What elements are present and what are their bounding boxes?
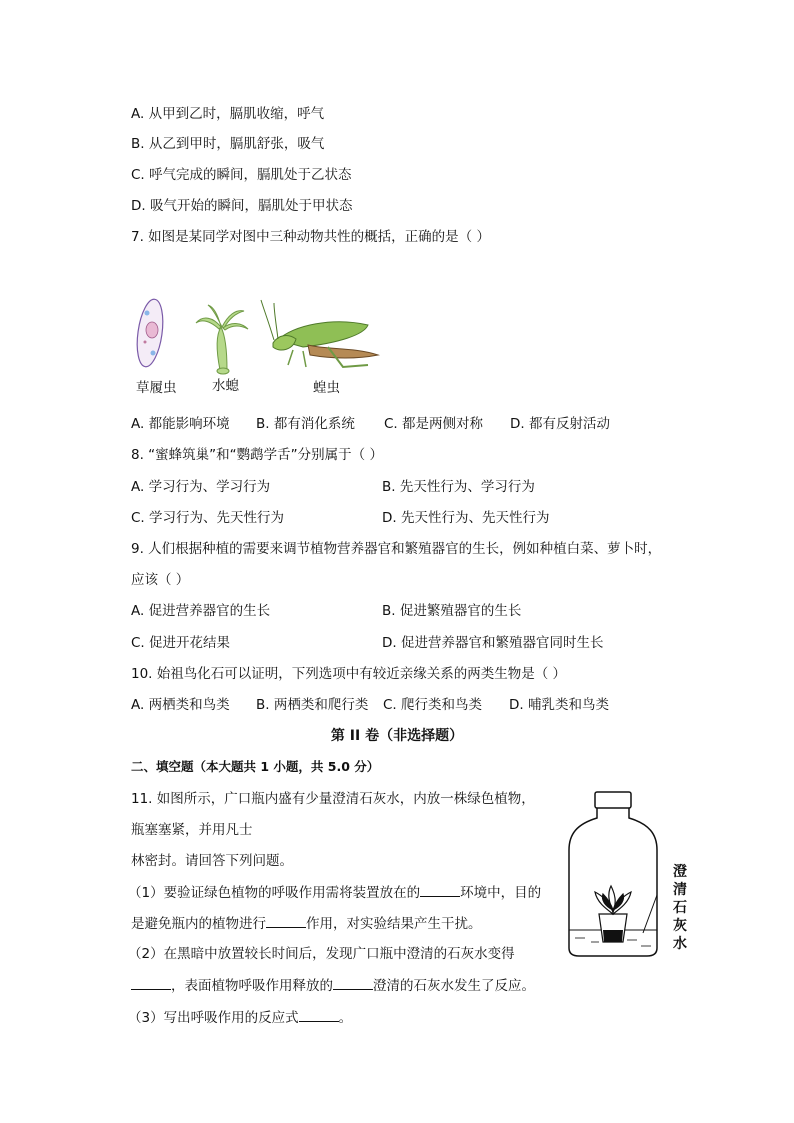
animals-illustration xyxy=(128,295,390,400)
q7-stem: 7. 如图是某同学对图中三种动物共性的概括，正确的是（ ） xyxy=(131,229,490,245)
q10-options xyxy=(131,695,609,715)
q11-line3: 林密封。请回答下列问题。 xyxy=(131,853,293,869)
grasshopper-image xyxy=(261,300,378,367)
q7-option-d: D. 都有反射活动 xyxy=(510,416,610,432)
q7-options xyxy=(131,414,610,434)
q9-option-c: C. 促进开花结果 xyxy=(131,635,231,651)
q11-sub2-line2 xyxy=(131,975,535,996)
q10-option-b: B. 两栖类和爬行类 xyxy=(256,697,369,713)
q9-stem-line1: 9. 人们根据种植的需要来调节植物营养器官和繁殖器官的生长，例如种植白菜、萝卜时， xyxy=(131,541,662,557)
label-char-1: 澄 xyxy=(673,864,687,880)
animal-label-hydra: 水螅 xyxy=(212,378,239,394)
q9-stem-line2: 应该（ ） xyxy=(131,572,190,588)
soil-shape xyxy=(603,930,623,942)
part2-title: 第 II 卷（非选择题） xyxy=(330,728,464,744)
q11-sub3-text-a: （3）写出呼吸作用的反应式 xyxy=(128,1010,299,1026)
q7-option-b: B. 都有消化系统 xyxy=(256,416,355,432)
q6-option-a: A. 从甲到乙时，膈肌收缩，呼气 xyxy=(131,106,325,122)
q11-jar-figure xyxy=(565,790,700,960)
q9-option-a: A. 促进营养器官的生长 xyxy=(131,603,271,619)
q11-line1: 11. 如图所示，广口瓶内盛有少量澄清石灰水，内放一株绿色植物， xyxy=(131,791,535,807)
label-char-2: 清 xyxy=(673,882,687,898)
q6-option-d: D. 吸气开始的瞬间，膈肌处于甲状态 xyxy=(131,198,353,214)
label-pointer xyxy=(643,895,657,933)
q6-option-c: C. 呼气完成的瞬间，膈肌处于乙状态 xyxy=(131,167,352,183)
q7-option-c: C. 都是两侧对称 xyxy=(384,416,484,432)
paramecium-image xyxy=(133,298,166,369)
q11-line2: 瓶塞塞紧，并用凡士 xyxy=(131,822,253,838)
q10-option-a: A. 两栖类和鸟类 xyxy=(131,697,230,713)
q8-stem: 8. “蜜蜂筑巢”和“鹦鹉学舌”分别属于（ ） xyxy=(131,447,383,463)
q11-sub2-line1: （2）在黑暗中放置较长时间后，发现广口瓶中澄清的石灰水变得 xyxy=(128,946,515,962)
q8-option-c: C. 学习行为、先天性行为 xyxy=(131,510,285,526)
q11-sub1-line1 xyxy=(128,882,541,903)
q11-blank-3[interactable] xyxy=(131,975,171,990)
q10-option-c: C. 爬行类和鸟类 xyxy=(383,697,483,713)
hydra-image xyxy=(196,305,248,374)
q11-blank-1[interactable] xyxy=(420,882,460,897)
label-char-3: 石 xyxy=(673,900,687,916)
q9-option-b: B. 促进繁殖器官的生长 xyxy=(382,603,522,619)
q10-stem: 10. 始祖鸟化石可以证明，下列选项中有较近亲缘关系的两类生物是（ ） xyxy=(131,666,567,682)
q11-sub2-text-c: 澄清的石灰水发生了反应。 xyxy=(373,978,535,994)
label-char-5: 水 xyxy=(673,936,687,952)
q11-sub1-text-a: （1）要验证绿色植物的呼吸作用需将装置放在的 xyxy=(128,885,421,901)
stopper-shape xyxy=(595,792,631,808)
q11-sub1-text-b: 环境中，目的 xyxy=(460,885,542,901)
q11-sub1-line2 xyxy=(131,913,482,934)
q7-animals-figure xyxy=(128,295,390,400)
q8-option-a: A. 学习行为、学习行为 xyxy=(131,479,271,495)
q6-option-b: B. 从乙到甲时，膈肌舒张，吸气 xyxy=(131,136,325,152)
jar-illustration xyxy=(565,790,700,960)
q8-option-b: B. 先天性行为、学习行为 xyxy=(382,479,535,495)
q11-sub2-text-b: ，表面植物呼吸作用释放的 xyxy=(171,978,333,994)
q11-blank-5[interactable] xyxy=(299,1007,339,1022)
q7-option-a: A. 都能影响环境 xyxy=(131,416,230,432)
label-char-4: 灰 xyxy=(673,918,687,934)
q10-option-d: D. 哺乳类和鸟类 xyxy=(509,697,609,713)
q11-blank-2[interactable] xyxy=(266,913,306,928)
q11-sub1-text-c: 是避免瓶内的植物进行 xyxy=(131,916,266,932)
section2-title: 二、填空题（本大题共 1 小题，共 5.0 分） xyxy=(131,759,380,774)
q11-sub3 xyxy=(128,1007,352,1028)
q8-option-d: D. 先天性行为、先天性行为 xyxy=(382,510,550,526)
q9-option-d: D. 促进营养器官和繁殖器官同时生长 xyxy=(382,635,604,651)
q11-sub1-text-d: 作用，对实验结果产生干扰。 xyxy=(306,916,482,932)
animal-label-paramecium: 草履虫 xyxy=(136,380,177,396)
animal-label-grasshopper: 蝗虫 xyxy=(313,380,340,396)
q11-blank-4[interactable] xyxy=(333,975,373,990)
q11-sub3-text-b: 。 xyxy=(338,1010,353,1026)
plant-shape xyxy=(595,886,631,914)
